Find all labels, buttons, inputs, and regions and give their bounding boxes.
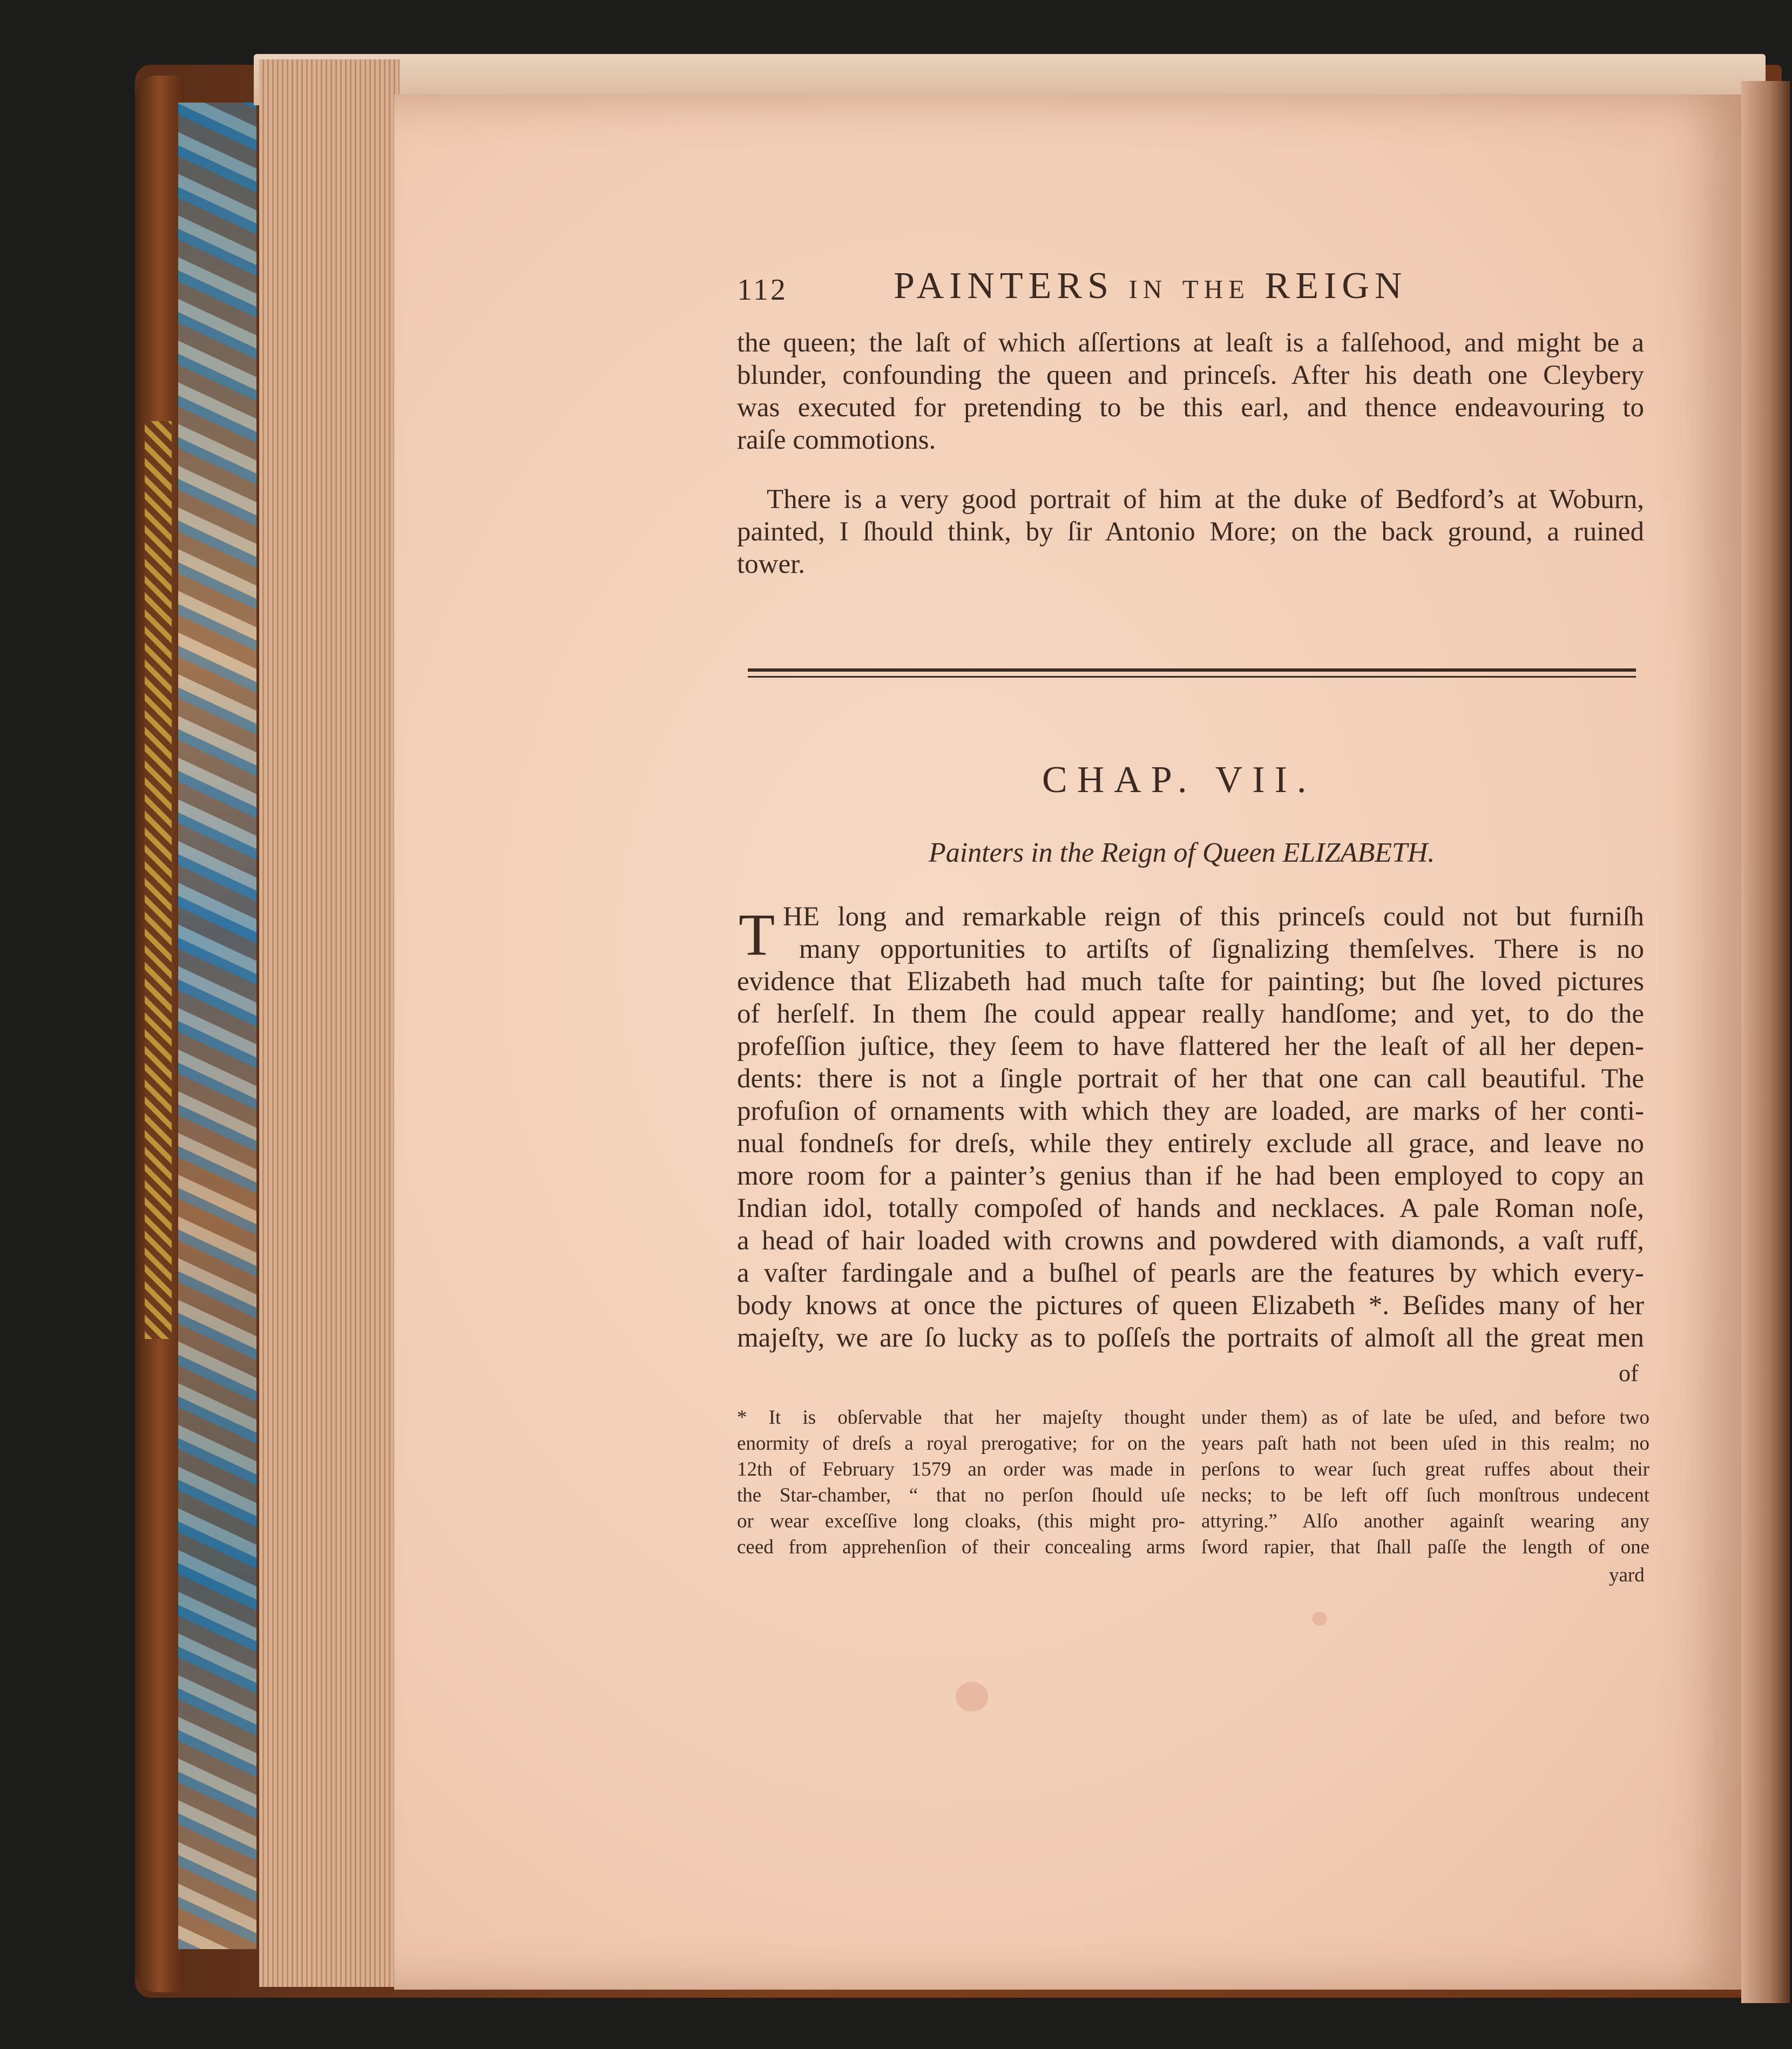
footnote-line: enormity of dreſs a royal prerogative; for on the: [737, 1432, 1185, 1455]
footnote-catchword: yard: [1609, 1564, 1645, 1586]
footnote-line: years paſt hath not been uſed in this realm; no: [1201, 1432, 1649, 1455]
paragraph-1: [737, 327, 1644, 456]
footnote-line: 12th of February 1579 an order was made in: [737, 1458, 1185, 1480]
footnote-line: perſons to wear ſuch great ruffes about their: [1201, 1458, 1649, 1480]
marbled-endpaper: [178, 103, 256, 1949]
footnote-line: under them) as of late be uſed, and before two: [1201, 1406, 1649, 1429]
text-line: many opportunities to artiſts of ſignalizing themſelves. There is no: [799, 934, 1644, 964]
main-paragraph: [737, 901, 1644, 1354]
footnote-line: necks; to be left off ſuch monſtrous undecent: [1201, 1484, 1649, 1506]
text-line: the queen; the laſt of which aſſertions at leaſt is a falſehood, and might be a: [737, 328, 1644, 358]
text-line: majeſty, we are ſo lucky as to poſſeſs the portraits of almoſt all the great men: [737, 1323, 1644, 1353]
foxing-stain: [956, 1682, 988, 1712]
text-line: painted, I ſhould think, by ſir Antonio More; on the back ground, a ruined: [737, 517, 1644, 547]
section-rule: [748, 676, 1636, 678]
footnote-line: or wear exceſſive long cloaks, (this might pro-: [737, 1510, 1185, 1532]
text-line: raiſe commotions.: [737, 425, 936, 455]
footnote-right-column: [1201, 1405, 1649, 1560]
catchword: of: [1619, 1360, 1639, 1387]
footnote-line: * It is obſervable that her majeſty thought: [737, 1406, 1185, 1429]
footnote-line: the Star-chamber, “ that no perſon ſhould uſe: [737, 1484, 1185, 1506]
text-line: dents: there is not a ſingle portrait of her that one can call beautiful. The: [737, 1064, 1644, 1094]
text-line: HE long and remarkable reign of this princeſs could not but furniſh: [783, 902, 1644, 932]
text-line: profuſion of ornaments with which they are loaded, are marks of her conti-: [737, 1096, 1644, 1126]
text-line: body knows at once the pictures of queen Elizabeth *. Beſides many of her: [737, 1290, 1644, 1321]
text-line: Indian idol, totally compoſed of hands and necklaces. A pale Roman noſe,: [737, 1193, 1644, 1223]
text-line: tower.: [737, 549, 806, 579]
text-line: evidence that Elizabeth had much taſte for painting; but ſhe loved pictures: [737, 966, 1644, 997]
text-line: more room for a painter’s genius than if he had been employed to copy an: [737, 1161, 1644, 1191]
text-line: profeſſion juſtice, they ſeem to have flattered her the leaſt of all her depen-: [737, 1031, 1644, 1061]
text-line: a vaſter fardingale and a buſhel of pearls are the features by which every-: [737, 1258, 1644, 1288]
text-line: was executed for pretending to be this earl, and thence endeavouring to: [737, 393, 1644, 423]
drop-cap: T: [739, 902, 775, 968]
footnote-line: ceed from apprehenſion of their concealing arms: [737, 1536, 1185, 1558]
text-line: nual fondneſs for dreſs, while they entirely exclude all grace, and leave no: [737, 1128, 1644, 1159]
text-line: blunder, confounding the queen and princeſs. After his death one Cleybery: [737, 360, 1644, 390]
page-number: 112: [737, 273, 788, 307]
page-block-edge: [259, 59, 400, 1987]
section-rule: [748, 668, 1636, 672]
running-title: PAINTERS in the REIGN: [894, 265, 1408, 307]
page-gutter-curl: [1741, 81, 1790, 2003]
text-line: There is a very good portrait of him at the duke of Bedford’s at Woburn,: [767, 484, 1644, 515]
foxing-stain: [1312, 1612, 1327, 1626]
footnote-line: ſword rapier, that ſhall paſſe the length of one: [1201, 1536, 1649, 1558]
chapter-heading: CHAP. VII.: [1042, 759, 1316, 801]
text-line: of herſelf. In them ſhe could appear really handſome; and yet, to do the: [737, 999, 1644, 1029]
text-line: a head of hair loaded with crowns and powdered with diamonds, a vaſt ruff,: [737, 1226, 1644, 1256]
paragraph-2: [737, 483, 1644, 580]
footnote-line: attyring.” Alſo another againſt wearing any: [1201, 1510, 1649, 1532]
gilt-spine-tooling: [145, 421, 172, 1339]
footnote-left-column: [737, 1405, 1185, 1560]
chapter-subtitle: Painters in the Reign of Queen ELIZABETH.: [929, 837, 1435, 868]
